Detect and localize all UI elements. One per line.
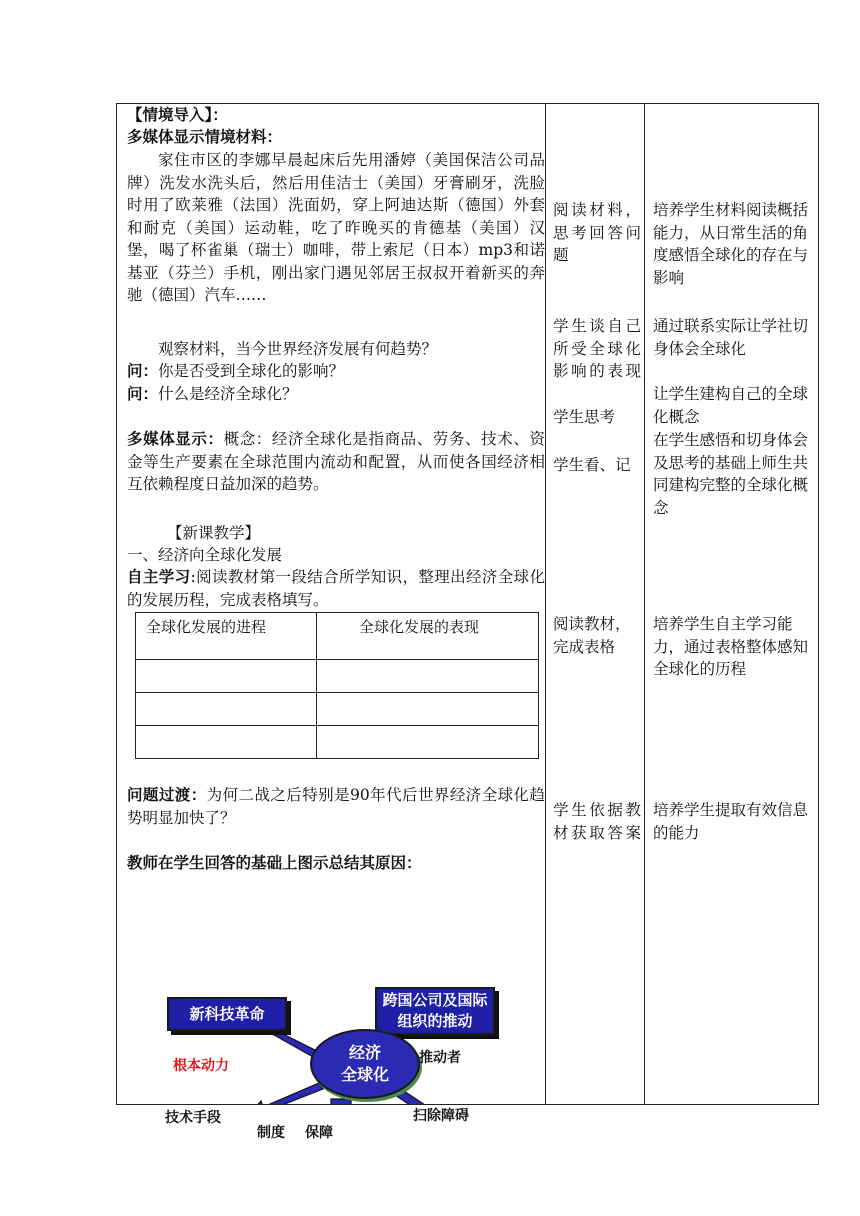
- lesson-plan-table: [116, 103, 819, 1141]
- goal-extract-info: 培养学生提取有效信息的能力: [653, 801, 809, 842]
- table-cell[interactable]: [317, 726, 539, 759]
- activity-discuss: 学生谈自己所受全球化影响的表现: [553, 317, 641, 380]
- goal-build-concept: 让学生建构自己的全球化概念: [653, 385, 809, 426]
- transition-paragraph: [127, 784, 545, 829]
- activity-get-answer: 学生依据教材获取答案: [553, 801, 641, 842]
- activity-watch-note: 学生看、记: [553, 456, 631, 474]
- arrow-means-icon: [245, 1083, 323, 1104]
- transition-label: 问题过渡：: [127, 785, 207, 804]
- table-row: [136, 726, 539, 759]
- transition-text: 为何二战之后特别是90年代后世界经济全球化趋势明显加快了？: [127, 786, 545, 827]
- label-system: 制度: [257, 1125, 285, 1141]
- center-ellipse: [310, 1029, 420, 1099]
- question-label: 问：: [127, 384, 159, 403]
- box-line: 跨国公司及国际: [382, 991, 488, 1009]
- intro-subtitle: 多媒体显示情境材料：: [127, 127, 283, 146]
- table-cell[interactable]: [136, 660, 317, 693]
- section-heading: 一、经济向全球化发展: [127, 546, 283, 564]
- design-intent-column: [653, 104, 813, 1104]
- label-root-power: 根本动力: [173, 1058, 229, 1074]
- arrow-system-icon: [323, 1099, 359, 1104]
- globalization-causes-diagram: [157, 879, 537, 1141]
- new-lesson-heading: 【新课教学】: [167, 524, 261, 542]
- media-label: 多媒体显示：: [127, 429, 224, 448]
- question-text: 你是否受到全球化的影响？: [158, 362, 345, 380]
- fill-in-table: [135, 612, 539, 759]
- scenario-paragraph: 家住市区的李娜早晨起床后先用潘婷（美国保洁公司品牌）洗发水洗头后，然后用佳洁士（美国）牙膏刷牙，洗脸时用了欧莱雅（法国）洗面奶，穿上阿迪达斯（德国）外套和耐克（美国）运动鞋，吃了昨晚买的肯德基（美国）汉堡，喝了杯雀巢（瑞士）咖啡，带上索尼（日本）mp3和诺基亚（芬兰）手机，刚出家门遇见邻居王叔叔开着新买的奔驰（德国）汽车……: [127, 151, 545, 304]
- question-text: 什么是经济全球化？: [158, 385, 298, 403]
- teaching-content-column: [127, 104, 545, 1141]
- self-study-label: 自主学习: [127, 567, 191, 586]
- summary-line: 教师在学生回答的基础上图示总结其原因：: [127, 853, 422, 872]
- concept-text: 概念：经济全球化是指商品、劳务、技术、资金等生产要素在全球范围内流动和配置，从而使各国经济相互依赖程度日益加深的趋势。: [127, 430, 545, 493]
- table-header-row: [136, 613, 539, 660]
- intro-title: 【情境导入】：: [127, 105, 228, 124]
- question-1: [127, 360, 545, 383]
- question-2: [127, 383, 545, 406]
- self-study-paragraph: [127, 566, 545, 611]
- label-remove-barriers: 扫除障碍: [413, 1108, 469, 1124]
- label-promoter: 推动者: [419, 1050, 461, 1066]
- table-cell[interactable]: [136, 726, 317, 759]
- self-study-text: :阅读教材第一段结合所学知识，整理出经济全球化的发展历程，完成表格填写。: [127, 568, 545, 609]
- table-cell[interactable]: [317, 660, 539, 693]
- center-line: 全球化: [340, 1065, 389, 1084]
- center-line: 经济: [348, 1043, 381, 1062]
- activity-read-material: 阅读材料，思考回答问题: [553, 201, 641, 264]
- table-row: [136, 660, 539, 693]
- concept-paragraph: [127, 428, 545, 496]
- table-header-cell: 全球化发展的进程: [136, 613, 317, 660]
- label-guarantee: 保障: [305, 1125, 333, 1141]
- goal-co-construct: 在学生感悟和切身体会及思考的基础上师生共同建构完整的全球化概念: [653, 431, 809, 517]
- label-tech-means: 技术手段: [165, 1110, 221, 1126]
- table-row: [136, 693, 539, 726]
- activity-think: 学生思考: [553, 408, 616, 426]
- student-activity-column: [553, 104, 641, 1104]
- question-label: 问：: [127, 361, 159, 380]
- table-cell[interactable]: [136, 693, 317, 726]
- goal-experience: 通过联系实际让学社切身体会全球化: [653, 317, 809, 358]
- column-divider: [644, 104, 645, 1104]
- box-multinational: [375, 987, 495, 1035]
- observe-question: 观察材料，当今世界经济发展有何趋势？: [158, 340, 438, 358]
- table-header-cell: 全球化发展的表现: [317, 613, 539, 660]
- box-line: 组织的推动: [397, 1012, 473, 1030]
- column-divider: [545, 104, 546, 1104]
- goal-self-study: 培养学生自主学习能力，通过表格整体感知全球化的历程: [653, 615, 809, 678]
- goal-reading-ability: 培养学生材料阅读概括能力，从日常生活的角度感悟全球化的存在与影响: [653, 201, 809, 287]
- activity-read-textbook: 阅读教材，完成表格: [553, 615, 631, 656]
- box-tech-revolution: 新科技革命: [167, 997, 287, 1031]
- table-cell[interactable]: [317, 693, 539, 726]
